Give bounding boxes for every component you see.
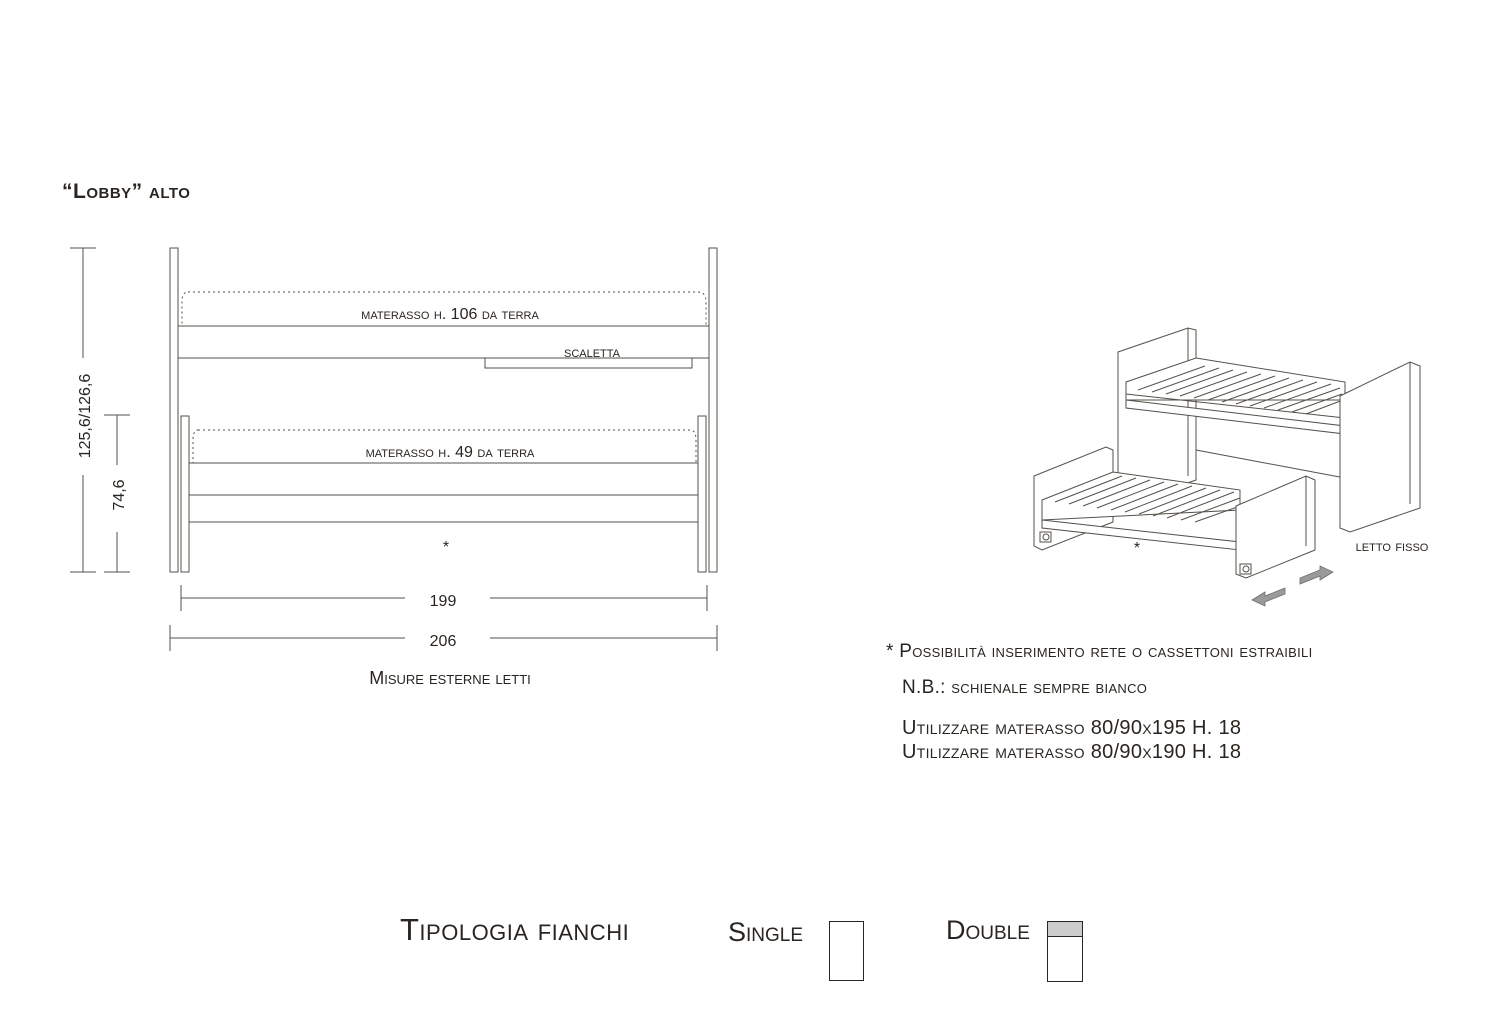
dim-lower-height-value: 74,6	[111, 479, 128, 511]
note-mattress-1: Utilizzare materasso 80/90x195 H. 18	[902, 717, 1242, 739]
legend-title: Tipologia fianchi	[400, 912, 630, 947]
double-panel-cap	[1048, 922, 1082, 937]
pull-out-arrows	[1252, 566, 1333, 606]
double-panel-icon	[1047, 921, 1083, 982]
lower-mattress-label: materasso h. 49 da terra	[365, 444, 535, 461]
upper-footboard	[1340, 362, 1420, 532]
perspective-star-mark: *	[1133, 540, 1141, 557]
upper-mattress-label: materasso h. 106 da terra	[361, 306, 539, 323]
front-star-mark: *	[442, 539, 450, 556]
dim-total-height-value: 125,6/126,6	[77, 373, 94, 459]
page-title: “Lobby” alto	[62, 180, 191, 203]
note-nb: N.B.: schienale sempre bianco	[902, 677, 1148, 698]
lower-footboard	[1236, 476, 1315, 578]
ladder-label: scaletta	[563, 344, 621, 361]
upper-right-panel	[709, 248, 717, 572]
note-possibility: * Possibilità inserimento rete o cassettoni estraibili	[886, 641, 1313, 662]
arrow-left-icon	[1252, 588, 1285, 606]
arrow-right-icon	[1300, 566, 1333, 584]
fixed-bed-label: letto fisso	[1355, 538, 1429, 555]
lower-left-panel	[181, 416, 189, 572]
note-mattress-2: Utilizzare materasso 80/90x190 H. 18	[902, 741, 1242, 763]
dim-inner-width-value: 199	[429, 593, 457, 610]
front-view-caption: Misure esterne letti	[369, 668, 531, 688]
front-view-drawing	[0, 0, 760, 700]
upper-left-panel	[170, 248, 178, 572]
legend-single-label: Single	[728, 917, 804, 947]
dim-outer-width-value: 206	[429, 633, 457, 650]
single-panel-icon	[829, 921, 864, 981]
legend-double-label: Double	[946, 915, 1030, 945]
perspective-drawing	[1000, 310, 1470, 610]
lower-right-panel	[698, 416, 706, 572]
